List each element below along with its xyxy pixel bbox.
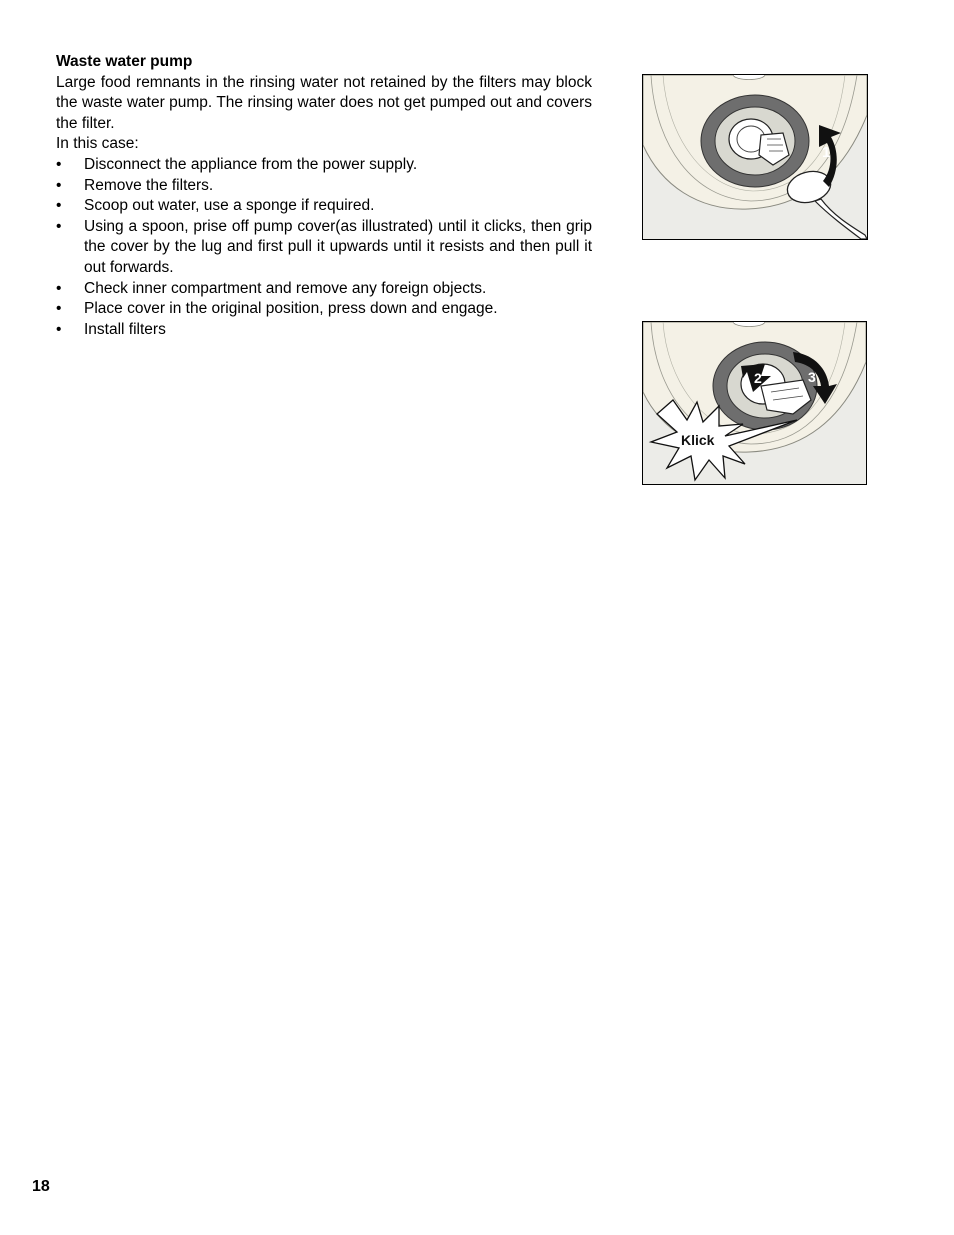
step-number-label-engage: 3 [808, 369, 816, 385]
pump-cover-removal-illustration [643, 75, 867, 239]
step-item [56, 320, 592, 341]
step-item [56, 279, 592, 300]
step-item [56, 155, 592, 176]
instruction-column [56, 52, 592, 340]
bullet-icon: • [56, 155, 62, 173]
bullet-icon: • [56, 300, 62, 318]
page-number: 18 [32, 1178, 50, 1195]
step-item [56, 176, 592, 197]
figure-pump-cover-removal [642, 74, 868, 240]
lead-text: In this case: [56, 135, 139, 153]
step-number-label: 1 [822, 144, 831, 161]
section-heading: Waste water pump [56, 53, 193, 70]
step-text: Using a spoon, prise off pump cover(as illustrated) until it clicks, then grip the cover by the lug and first pull it upwards until it resists and then pull it out forwards. [84, 217, 592, 276]
pump-cover-refit-illustration [643, 322, 866, 484]
step-text: Place cover in the original position, press down and engage. [84, 300, 498, 318]
bullet-icon: • [56, 217, 62, 235]
step-item [56, 196, 592, 217]
intro-paragraph: Large food remnants in the rinsing water not retained by the filters may block the waste water pump. The rinsing water does not get pumped out and covers the filter. [56, 73, 592, 132]
step-text: Disconnect the appliance from the power supply. [84, 155, 418, 173]
step-list [56, 155, 592, 340]
step-text: Check inner compartment and remove any foreign objects. [84, 279, 487, 297]
step-text: Scoop out water, use a sponge if required. [84, 197, 375, 215]
step-item [56, 299, 592, 320]
step-item [56, 217, 592, 279]
bullet-icon: • [56, 279, 62, 297]
bullet-icon: • [56, 176, 62, 194]
step-text: Remove the filters. [84, 176, 214, 194]
figure-pump-cover-refit [642, 321, 867, 485]
bullet-icon: • [56, 197, 62, 215]
step-number-label-press: 2 [754, 370, 762, 386]
click-sound-label: Klick [681, 432, 715, 448]
bullet-icon: • [56, 320, 62, 338]
step-text: Install filters [84, 320, 166, 338]
